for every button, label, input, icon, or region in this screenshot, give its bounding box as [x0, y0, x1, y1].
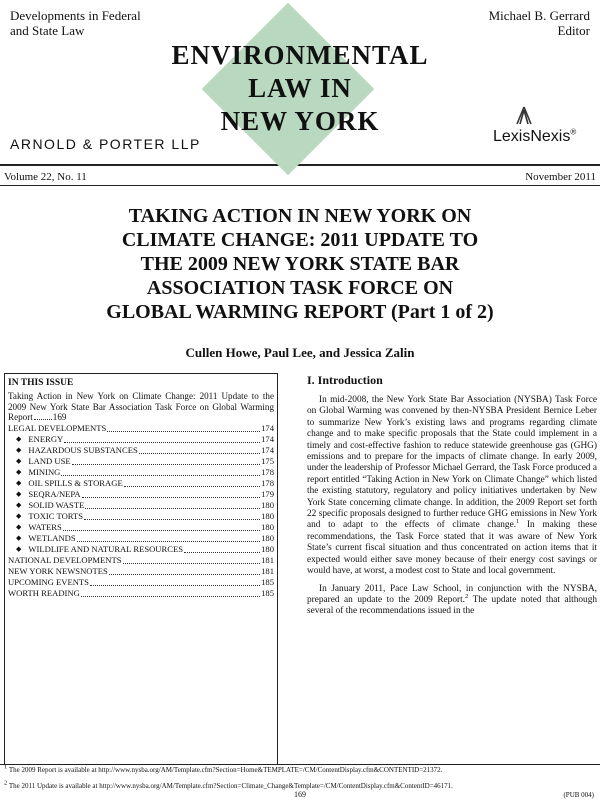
- publication-title-line-3: NEW YORK: [220, 106, 380, 136]
- article-title: [40, 204, 560, 324]
- bullet-diamond-icon: ◆: [16, 456, 22, 465]
- body-text: In January 2011, Pace Law School, in conjunction with the NYSBA, prepared an update to the 2009 Report.: [307, 583, 597, 605]
- toc-item[interactable]: [8, 555, 274, 566]
- article-title-line: THE 2009 NEW YORK STATE BAR: [140, 253, 460, 275]
- toc-item[interactable]: [8, 489, 274, 500]
- publisher-logo-right: [493, 128, 576, 146]
- lexisnexis-icon: [513, 104, 535, 126]
- issue-date: November 2011: [525, 171, 596, 183]
- publication-title-line-2: LAW IN: [248, 73, 352, 103]
- issue-bar: [0, 166, 600, 186]
- toc-item-page: 185: [261, 576, 274, 587]
- masthead: [0, 0, 600, 166]
- toc-lead-page: 169: [52, 412, 67, 422]
- volume-number: Volume 22, No. 11: [4, 171, 87, 183]
- footnote-number: 1: [4, 763, 8, 771]
- dot-leader: [64, 441, 260, 443]
- lexisnexis-wordmark: LexisNexis: [493, 128, 571, 145]
- footnote-ref[interactable]: 2: [464, 592, 469, 600]
- dot-leader: [85, 507, 260, 509]
- toc-list: [8, 423, 274, 599]
- toc-item[interactable]: [8, 478, 274, 489]
- toc-item-label: LAND USE: [28, 455, 71, 466]
- dot-leader: [184, 551, 260, 553]
- footnote-divider: [0, 764, 600, 765]
- toc-item[interactable]: [8, 577, 274, 588]
- publication-title-line-1: ENVIRONMENTAL: [171, 40, 429, 70]
- toc-item[interactable]: [8, 544, 274, 555]
- toc-item-label: MINING: [28, 466, 61, 477]
- table-of-contents: [4, 373, 278, 765]
- registered-mark: ®: [570, 127, 577, 137]
- toc-item-page: 180: [261, 499, 274, 510]
- toc-item-label: WATERS: [28, 521, 62, 532]
- toc-item-page: 178: [261, 466, 274, 477]
- toc-item-label: WETLANDS: [28, 532, 76, 543]
- toc-item-page: 178: [261, 477, 274, 488]
- bullet-diamond-icon: ◆: [16, 445, 22, 454]
- body-text: In mid-2008, the New York State Bar Association (NYSBA) Task Force on Global Warming was convened by then-NYSBA President Bernice Leber to summarize New York’s existing laws and programs regarding climate change and to make specific proposals that the State could implement in a timely and cost-effective fashion to reduce statewide greenhouse gas (GHG) emissions and to prepare for the impacts of climate change. In early 2009, under the leadership of Professor Michael Gerrard, the Task Force produced a report entitled “Taking Action in New York on Climate Change” which listed the existing statutory, regulatory and policy initiatives undertaken by New York State concerning climate change. In addition, the 2009 Report set forth 22 specific proposals designed to further reduce GHG emissions in New York and to adapt to the effects of climate change.: [307, 395, 597, 531]
- dot-leader: [81, 595, 260, 597]
- toc-item-label: HAZARDOUS SUBSTANCES: [28, 444, 138, 455]
- toc-item[interactable]: [8, 533, 274, 544]
- bullet-diamond-icon: ◆: [16, 522, 22, 531]
- toc-item[interactable]: [8, 423, 274, 434]
- toc-lead-text: Taking Action in New York on Climate Change: 2011 Update to the 2009 New York State Bar Association Task Force on Global Warming Report: [8, 391, 274, 422]
- toc-item-page: 185: [261, 587, 274, 598]
- toc-item[interactable]: [8, 500, 274, 511]
- toc-item-label: NATIONAL DEVELOPMENTS: [8, 554, 122, 565]
- dot-leader: [61, 474, 260, 476]
- dot-leader: [123, 562, 261, 564]
- toc-item-label: OIL SPILLS & STORAGE: [28, 477, 123, 488]
- dot-leader: [109, 573, 260, 575]
- footnote: [4, 763, 596, 774]
- toc-item[interactable]: [8, 467, 274, 478]
- series-title: [10, 8, 141, 38]
- toc-item-label: WILDLIFE AND NATURAL RESOURCES: [28, 543, 183, 554]
- toc-item-page: 181: [261, 554, 274, 565]
- toc-item[interactable]: [8, 434, 274, 445]
- toc-item-page: 174: [261, 433, 274, 444]
- series-title-line: and State Law: [10, 23, 85, 38]
- article-title-line: ASSOCIATION TASK FORCE ON: [146, 277, 454, 299]
- bullet-diamond-icon: ◆: [16, 434, 22, 443]
- publisher-logo-left: ARNOLD & PORTER LLP: [10, 136, 201, 152]
- bullet-diamond-icon: ◆: [16, 489, 22, 498]
- toc-item-page: 174: [261, 444, 274, 455]
- toc-item-label: WORTH READING: [8, 587, 80, 598]
- toc-lead-entry[interactable]: [8, 391, 274, 423]
- toc-item[interactable]: [8, 445, 274, 456]
- footnote-number: 2: [4, 779, 8, 787]
- article-title-line: GLOBAL WARMING REPORT (Part 1 of 2): [106, 301, 494, 323]
- toc-item[interactable]: [8, 588, 274, 599]
- toc-item-page: 180: [261, 521, 274, 532]
- toc-item-page: 180: [261, 532, 274, 543]
- page-number: 169: [294, 790, 306, 799]
- editor-credit: [489, 8, 590, 38]
- article-body: [307, 373, 597, 618]
- body-paragraph: [307, 584, 597, 618]
- toc-item-label: SOLID WASTE: [28, 499, 85, 510]
- footnote-text[interactable]: The 2011 Update is available at http://www.nysba.org/AM/Template.cfm?Section=Climate_Change&Template=/CM/ContentDisplay.cfm&ContentID=46171.: [7, 782, 453, 790]
- dot-leader: [84, 518, 260, 520]
- toc-item-label: LEGAL DEVELOPMENTS: [8, 422, 107, 433]
- pub-code: (PUB 004): [563, 791, 594, 799]
- footnote: [4, 779, 596, 790]
- dot-leader: [82, 496, 261, 498]
- dot-leader: [72, 463, 260, 465]
- series-title-line: Developments in Federal: [10, 8, 141, 23]
- dot-leader: [139, 452, 260, 454]
- section-heading: I. Introduction: [307, 373, 383, 387]
- toc-item-page: 175: [261, 455, 274, 466]
- bullet-diamond-icon: ◆: [16, 478, 22, 487]
- toc-item-page: 181: [261, 565, 274, 576]
- toc-item-label: SEQRA/NEPA: [28, 488, 81, 499]
- toc-item-label: TOXIC TORTS: [28, 510, 84, 521]
- bullet-diamond-icon: ◆: [16, 511, 22, 520]
- toc-item[interactable]: [8, 566, 274, 577]
- dot-leader: [107, 430, 260, 432]
- editor-role: Editor: [557, 23, 590, 38]
- bullet-diamond-icon: ◆: [16, 544, 22, 553]
- toc-item[interactable]: [8, 511, 274, 522]
- dot-leader: [77, 540, 260, 542]
- toc-item[interactable]: [8, 456, 274, 467]
- toc-item[interactable]: [8, 522, 274, 533]
- dot-leader: [63, 529, 260, 531]
- body-text: In making these recommendations, the Task Force stated that it was aware of New York State’s current fiscal situation and thus concentrated on action items that it expected would either save money because of their energy cost savings or would have, at worst, a modest cost to State and local government.: [307, 520, 597, 577]
- bullet-diamond-icon: ◆: [16, 467, 22, 476]
- article-title-line: TAKING ACTION IN NEW YORK ON: [128, 205, 472, 227]
- dot-leader: [90, 584, 260, 586]
- toc-heading: IN THIS ISSUE: [8, 378, 74, 388]
- toc-item-page: 180: [261, 543, 274, 554]
- article-title-line: CLIMATE CHANGE: 2011 UPDATE TO: [121, 229, 479, 251]
- bullet-diamond-icon: ◆: [16, 500, 22, 509]
- toc-item-label: ENERGY: [28, 433, 64, 444]
- bullet-diamond-icon: ◆: [16, 533, 22, 542]
- footnote-text[interactable]: The 2009 Report is available at http://www.nysba.org/AM/Template.cfm?Section=Home&TEMPLATE=/CM/ContentDisplay.cfm&CONTENTID=21372.: [7, 766, 443, 774]
- toc-item-label: UPCOMING EVENTS: [8, 576, 89, 587]
- body-paragraph: [307, 395, 597, 578]
- editor-name: Michael B. Gerrard: [488, 8, 590, 23]
- article-authors: Cullen Howe, Paul Lee, and Jessica Zalin: [185, 345, 415, 360]
- body-text: The update noted that although several of the recommendations issued in the: [307, 594, 598, 617]
- toc-item-page: 174: [261, 422, 274, 433]
- toc-item-page: 179: [261, 488, 274, 499]
- footnote-ref[interactable]: 1: [516, 518, 520, 526]
- toc-item-label: NEW YORK NEWSNOTES: [8, 565, 108, 576]
- dot-leader: [124, 485, 260, 487]
- toc-item-page: 180: [261, 510, 274, 521]
